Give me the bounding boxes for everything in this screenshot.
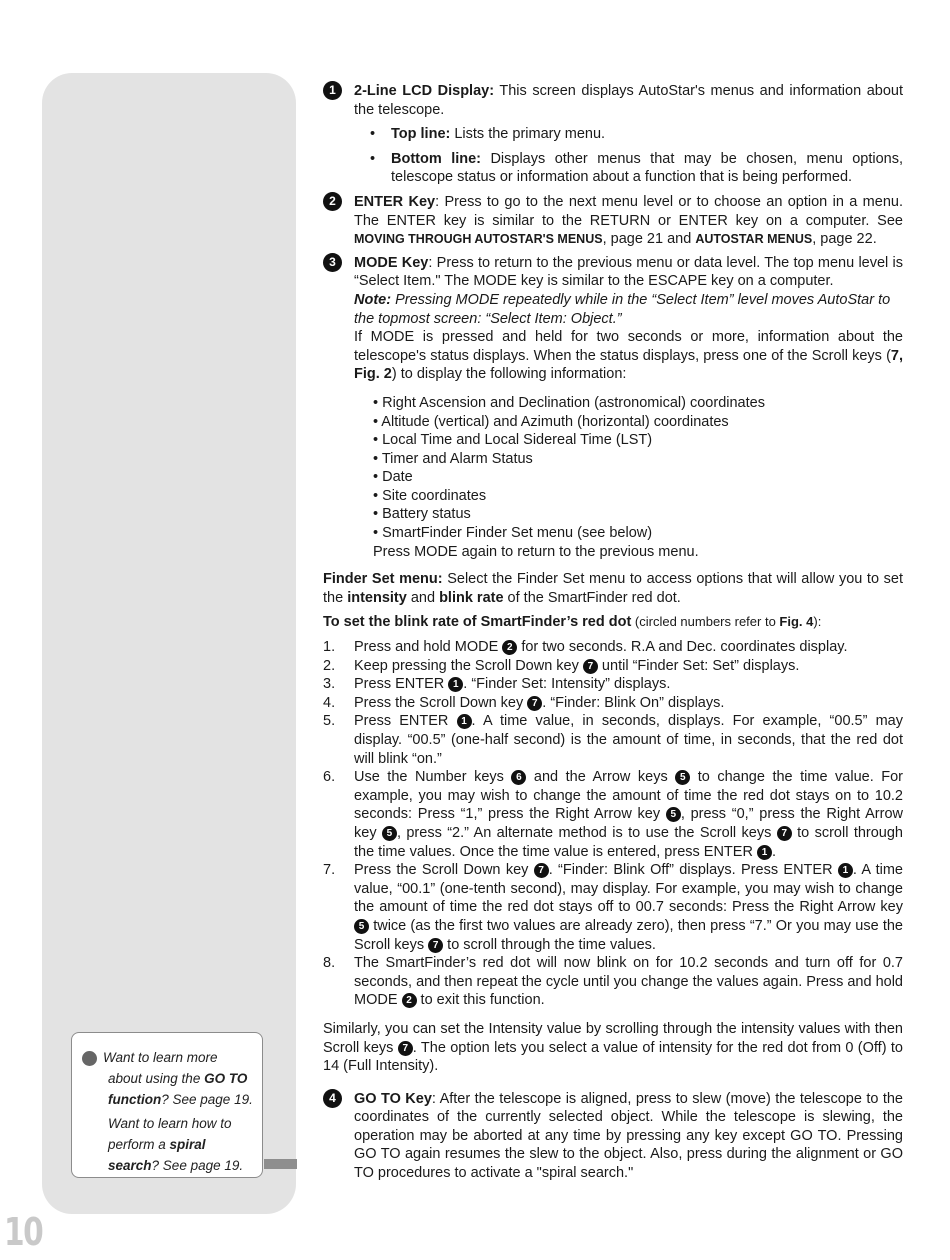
main-content bbox=[323, 82, 903, 1188]
intensity-paragraph: Similarly, you can set the Intensity value by scrolling through the intensity values with then Scroll keys 7 . The option lets you select a value of intensity for the red dot from 0 (Off) to 14 (Full Intensity). bbox=[323, 1020, 903, 1075]
list-item: • Local Time and Local Sidereal Time (LST) bbox=[373, 432, 653, 449]
step-item bbox=[323, 675, 903, 694]
circled-number-icon: 1 bbox=[757, 845, 772, 860]
item-enter-key: 2 ENTER Key: Press to go to the next menu level or to choose an option in a menu. The ENTER key is similar to the RETURN or ENTER key on a computer. See MOVING THROUGH AUTOSTAR'S MENUS, page 21 and AUTOSTAR MENUS, page 22. bbox=[323, 193, 903, 249]
step-text: . “Finder: Blink On” displays. bbox=[542, 694, 725, 711]
step-text: to exit this function. bbox=[416, 992, 545, 1009]
circled-number-icon: 1 bbox=[323, 81, 342, 100]
step-text: twice (as the first two values are already zero), then press “7.” Or you may use the Scroll keys bbox=[354, 917, 903, 953]
step-item bbox=[323, 768, 903, 861]
step-number: 5. bbox=[323, 713, 336, 730]
step-text: for two seconds. R.A and Dec. coordinates display. bbox=[517, 639, 848, 656]
step-item bbox=[323, 638, 903, 657]
step-text: Press ENTER bbox=[354, 676, 449, 693]
tip-spiral: Want to learn how to perform a spiral search? See page 19. bbox=[108, 1116, 244, 1173]
list-item: Press MODE again to return to the previous menu. bbox=[373, 543, 699, 560]
step-number: 2. bbox=[323, 657, 336, 674]
step-text: Press and hold MODE bbox=[354, 639, 503, 656]
step-text: Press ENTER bbox=[354, 713, 457, 730]
circled-number-4-icon: 4 bbox=[82, 1051, 97, 1066]
step-text: . A time value, “00.1” (one-tenth second), may display. For example, you may wish to change the amount of time the red dot stays off to 00.7 seconds: Press the Right Arrow key bbox=[354, 862, 903, 916]
page-number: 10 bbox=[4, 1210, 43, 1254]
blink-rate-heading: To set the blink rate of SmartFinder’s red dot (circled numbers refer to Fig. 4): bbox=[323, 614, 822, 631]
tip-tab bbox=[264, 1159, 297, 1169]
finder-set-paragraph: Finder Set menu: Select the Finder Set menu to access options that will allow you to set the intensity and blink rate of the SmartFinder red dot. bbox=[323, 571, 903, 606]
step-text: Press the Scroll Down key bbox=[354, 862, 534, 879]
step-item bbox=[323, 861, 903, 954]
list-item: • SmartFinder Finder Set menu (see below) bbox=[373, 525, 653, 542]
circled-number-icon: 2 bbox=[502, 640, 517, 655]
step-text: Use the Number keys bbox=[354, 769, 512, 786]
step-text: . A time value, in seconds, displays. For example, “00.5” may display. “00.5” (one-half second) is the amount of time, in seconds, that the red dot will blink “on.” bbox=[354, 713, 903, 767]
blink-rate-steps bbox=[323, 638, 903, 1010]
step-number: 1. bbox=[323, 639, 336, 656]
step-text: . “Finder Set: Intensity” displays. bbox=[463, 676, 671, 693]
circled-number-icon: 7 bbox=[527, 696, 542, 711]
status-info-list bbox=[373, 394, 903, 561]
step-text: to change the time value. For example, you may wish to change the amount of time the red dot stays on to 10.2 seconds: Press “1,” press the Right Arrow key bbox=[354, 769, 903, 823]
tip-box bbox=[71, 1032, 263, 1178]
circled-number-icon: 1 bbox=[448, 677, 463, 692]
step-item bbox=[323, 954, 903, 1010]
circled-number-icon: 1 bbox=[457, 714, 472, 729]
circled-number-icon: 7 bbox=[534, 863, 549, 878]
list-item: • Battery status bbox=[373, 506, 471, 523]
step-text: to scroll through the time values. bbox=[443, 936, 656, 953]
step-number: 7. bbox=[323, 862, 336, 879]
circled-number-icon: 2 bbox=[402, 993, 417, 1008]
step-number: 3. bbox=[323, 676, 336, 693]
circled-number-icon: 5 bbox=[666, 807, 681, 822]
circled-number-icon: 5 bbox=[675, 770, 690, 785]
list-item: • Site coordinates bbox=[373, 487, 487, 504]
tip-goto: 4 Want to learn more about using the GO TO function? See page 19. bbox=[73, 1050, 253, 1107]
step-text: Press the Scroll Down key bbox=[354, 694, 528, 711]
list-item: • Timer and Alarm Status bbox=[373, 450, 533, 467]
item-mode-key: 3 MODE Key: Press to return to the previous menu or data level. The top menu level is “Select Item." The MODE key is similar to the ESCAPE key on a computer. Note: Pressing MODE repeatedly while in the “Select Item” level moves AutoStar to the topmost screen: “Select Item: Object.” If MODE is pressed and held for two seconds or more, information about the telescope's status displays. When the status displays, press one of the Scroll keys (7, Fig. 2) to display the following information: • Right Ascension and Declination (astronomical) coordinates • Altitude (vertical) and Azimuth (horizontal) coordinates • Local Time and Local Sidereal Time (LST) • Timer and Alarm Status • Date • Site coordinates • Battery status • SmartFinder Finder Set menu (see below) Press MODE again to return to the previous menu. bbox=[323, 254, 903, 562]
list-item: • Top line: Lists the primary menu. bbox=[354, 125, 903, 144]
list-item: • Right Ascension and Declination (astronomical) coordinates bbox=[373, 394, 765, 411]
step-text: Keep pressing the Scroll Down key bbox=[354, 657, 583, 674]
step-text: and the Arrow keys bbox=[526, 769, 676, 786]
circled-number-icon: 2 bbox=[323, 192, 342, 211]
step-text: to scroll through the time values. Once the time value is entered, press ENTER bbox=[354, 824, 903, 860]
list-item: • Date bbox=[373, 469, 413, 486]
lcd-lines-list bbox=[354, 125, 903, 187]
step-text: , press “0,” press the Right Arrow key bbox=[354, 806, 904, 841]
item-lcd-display: 1 2-Line LCD Display: This screen displays AutoStar's menus and information about the telescope. • Top line: Lists the primary menu. • Bottom line: Displays other menus that may be chosen, menu options, telescope status or information about a function that is being performed. bbox=[323, 82, 903, 187]
step-number: 4. bbox=[323, 694, 336, 711]
circled-number-icon: 7 bbox=[398, 1041, 413, 1056]
step-item bbox=[323, 694, 903, 713]
circled-number-icon: 7 bbox=[428, 938, 443, 953]
circled-number-icon: 6 bbox=[511, 770, 526, 785]
mode-note: Note: Pressing MODE repeatedly while in the “Select Item” level moves AutoStar to the topmost screen: “Select Item: Object.” bbox=[354, 291, 891, 327]
step-item bbox=[323, 657, 903, 676]
step-text: , press “2.” An alternate method is to use the Scroll keys bbox=[396, 824, 777, 841]
circled-number-icon: 5 bbox=[382, 826, 397, 841]
step-text: The SmartFinder’s red dot will now blink on for 10.2 seconds and turn off for 0.7 seconds, and then repeat the cycle until you change the values again. Press and hold MODE bbox=[354, 955, 903, 1009]
circled-number-icon: 5 bbox=[354, 919, 369, 934]
circled-number-icon: 7 bbox=[777, 826, 792, 841]
step-text: until “Finder Set: Set” displays. bbox=[597, 657, 800, 674]
step-text: . bbox=[771, 843, 776, 860]
list-item: • Bottom line: Displays other menus that may be chosen, menu options, telescope status or information about a function that is being performed. bbox=[354, 150, 903, 187]
list-item: • Altitude (vertical) and Azimuth (horizontal) coordinates bbox=[373, 413, 729, 430]
step-number: 6. bbox=[323, 769, 336, 786]
circled-number-icon: 1 bbox=[838, 863, 853, 878]
step-number: 8. bbox=[323, 955, 336, 972]
circled-number-icon: 7 bbox=[583, 659, 598, 674]
step-text: . “Finder: Blink Off” displays. Press ENTER bbox=[548, 862, 838, 879]
item-goto-key: 4 GO TO Key: After the telescope is aligned, press to slew (move) the telescope to the coordinates of the currently selected object. While the telescope is slewing, the operation may be aborted at any time by pressing any key except GO TO. Pressing GO TO again resumes the slew to the object. Also, press during the alignment or GO TO procedures to activate a "spiral search." bbox=[323, 1090, 903, 1183]
step-item bbox=[323, 712, 903, 768]
circled-number-icon: 3 bbox=[323, 253, 342, 272]
circled-number-icon: 4 bbox=[323, 1089, 342, 1108]
